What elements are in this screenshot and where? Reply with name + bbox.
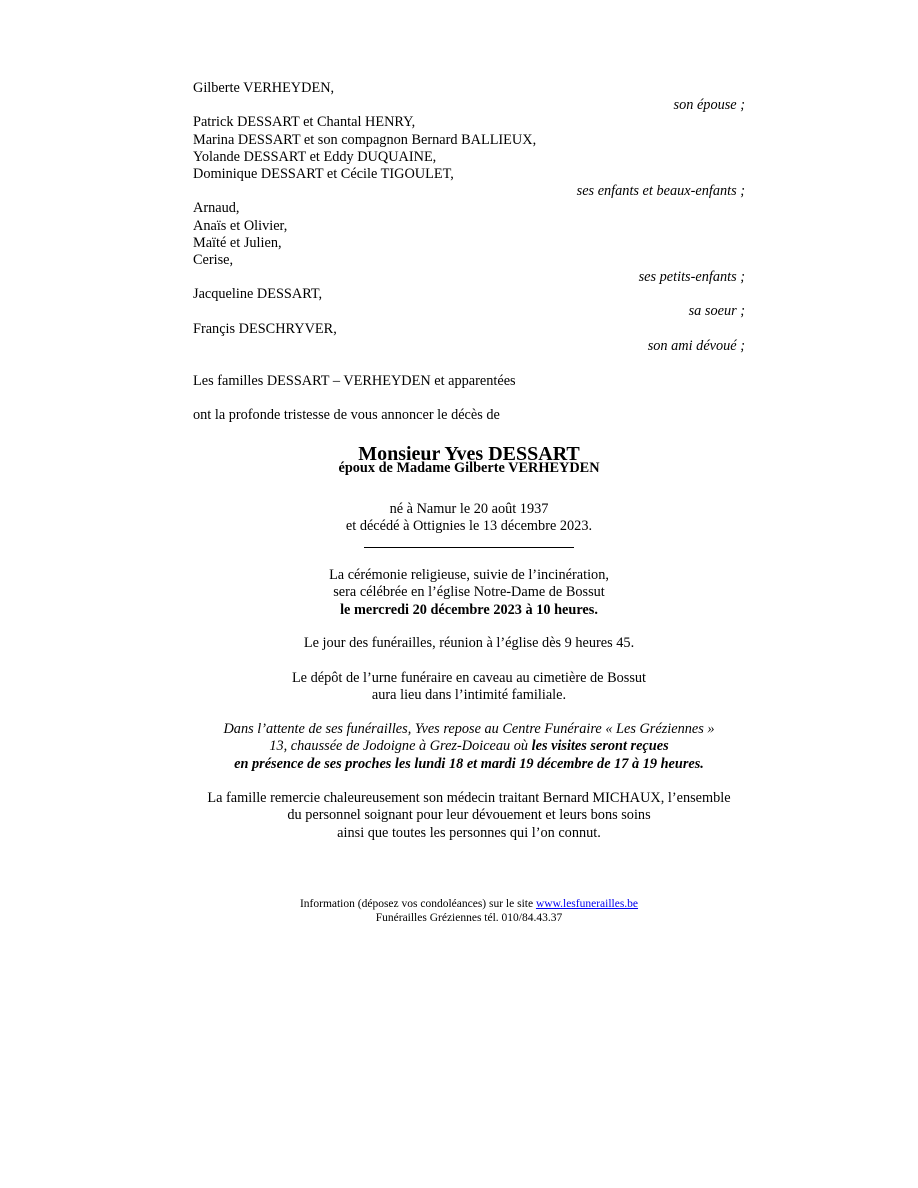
wife-name: Gilberte VERHEYDEN, (193, 80, 335, 96)
grandchild-line: Cerise, (193, 251, 234, 268)
rest-line-2 (110, 738, 828, 755)
meeting-block (110, 635, 828, 652)
families-text: Les familles DESSART – VERHEYDEN et apparentées (193, 373, 516, 389)
deceased-block (110, 443, 828, 478)
deceased-spouse: époux de Madame Gilberte VERHEYDEN (338, 460, 600, 477)
rest-line-3: en présence de ses proches les lundi 18 et mardi 19 décembre de 17 à 19 heures. (234, 755, 704, 772)
thanks-block (110, 790, 828, 842)
grandchild-line: Anaïs et Olivier, (193, 217, 288, 234)
birth-line: né à Namur le 20 août 1937 (389, 501, 549, 517)
death-line: et décédé à Ottignies le 13 décembre 2023. (345, 518, 593, 535)
friend-role: son ami dévoué ; (647, 337, 745, 354)
sister-name: Jacqueline DESSART, (193, 286, 323, 303)
children-role: ses enfants et beaux-enfants ; (576, 183, 745, 200)
friend-name: Françis DESCHRYVER, (193, 320, 337, 337)
thanks-line-1: La famille remercie chaleureusement son médecin traitant Bernard MICHAUX, l’ensemble (207, 790, 731, 806)
ceremony-line-2: sera célébrée en l’église Notre-Dame de Bossut (333, 584, 605, 601)
sister-role: sa soeur ; (688, 303, 745, 320)
thanks-line-3: ainsi que toutes les personnes qui l’on connut. (337, 824, 601, 841)
website-link[interactable]: www.lesfunerailles.be (535, 898, 639, 910)
child-line: Yolande DESSART et Eddy DUQUAINE, (193, 148, 437, 165)
family-list (193, 80, 745, 355)
urn-line-2: aura lieu dans l’intimité familiale. (371, 687, 567, 704)
wife-role: son épouse ; (673, 97, 745, 114)
urn-block (110, 670, 828, 705)
child-line: Dominique DESSART et Cécile TIGOULET, (193, 165, 454, 182)
ceremony-line-1: La cérémonie religieuse, suivie de l’incinération, (329, 567, 609, 583)
thanks-line-2: du personnel soignant pour leur dévouement et leurs bons soins (287, 807, 651, 824)
footer (110, 898, 828, 925)
child-line: Patrick DESSART et Chantal HENRY, (193, 114, 416, 131)
meeting-line: Le jour des funérailles, réunion à l’église dès 9 heures 45. (303, 635, 635, 651)
families-line (193, 373, 745, 390)
ceremony-block (110, 567, 828, 619)
urn-line-1: Le dépôt de l’urne funéraire en caveau au cimetière de Bossut (291, 670, 647, 686)
rest-line-1: Dans l’attente de ses funérailles, Yves repose au Centre Funéraire « Les Gréziennes » (223, 721, 715, 737)
rest-line-2b: les visites seront reçues (531, 738, 669, 755)
grandchild-line: Maïté et Julien, (193, 234, 282, 251)
rest-block (110, 721, 828, 773)
child-line: Marina DESSART et son compagnon Bernard BALLIEUX, (193, 131, 537, 148)
footer-info (110, 898, 828, 912)
announce-text: ont la profonde tristesse de vous annoncer le décès de (193, 407, 500, 423)
grandchildren-role: ses petits-enfants ; (638, 269, 745, 286)
rest-line-2a: 13, chaussée de Jodoigne à Grez-Doiceau où (269, 738, 532, 755)
ceremony-date: le mercredi 20 décembre 2023 à 10 heures. (340, 601, 598, 618)
announce-line (193, 407, 745, 424)
deceased-name: Monsieur Yves DESSART (358, 443, 580, 465)
dates-block (110, 501, 828, 553)
separator-rule (110, 536, 828, 553)
footer-info-text: Information (déposez vos condoléances) sur le site (299, 898, 536, 910)
footer-contact: Funérailles Gréziennes tél. 010/84.43.37 (375, 911, 563, 924)
grandchild-line: Arnaud, (193, 200, 240, 217)
